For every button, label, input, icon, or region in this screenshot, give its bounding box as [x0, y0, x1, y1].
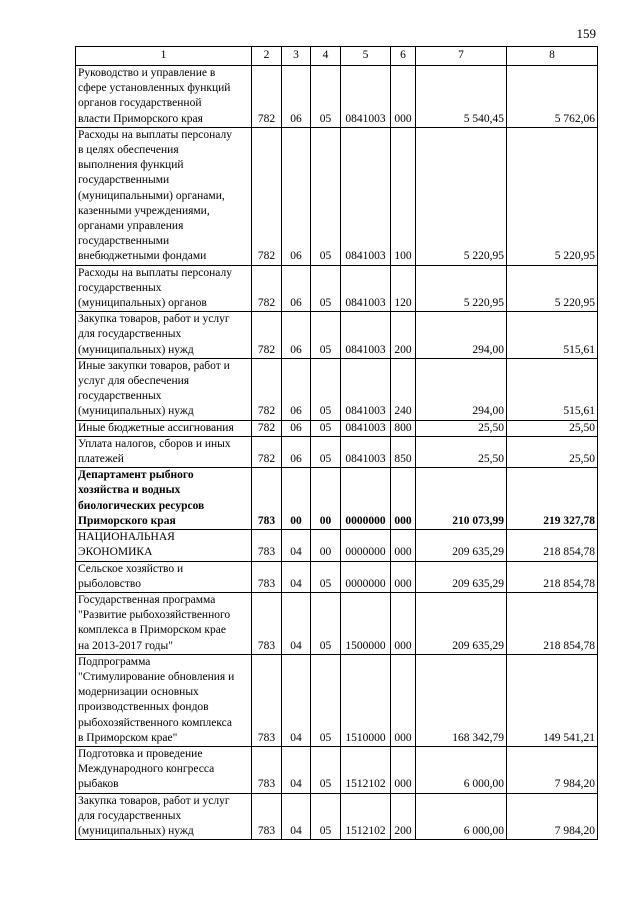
- expense-type-cell: 200: [391, 312, 416, 359]
- table-row: [76, 592, 598, 654]
- table-row: [76, 468, 598, 530]
- subsection-code-cell: 05: [311, 265, 341, 312]
- table-row: [76, 312, 598, 359]
- expense-type-cell: 000: [391, 592, 416, 654]
- ministry-code-cell: 782: [252, 66, 282, 128]
- row-name-cell: Расходы на выплаты персоналу в целях обеспечения выполнения функций государственными (муниципальными) органами, казенными учреждениями, органами управления государственными внебюджетными фондами: [76, 127, 252, 265]
- section-code-cell: 04: [282, 746, 311, 793]
- amount-col7-cell: 210 073,99: [416, 468, 507, 530]
- amount-col8-cell: 7 984,20: [507, 793, 598, 840]
- header-cell: 5: [341, 47, 391, 66]
- subsection-code-cell: 05: [311, 592, 341, 654]
- subsection-code-cell: 00: [311, 530, 341, 561]
- table-row: [76, 358, 598, 420]
- amount-col7-cell: 209 635,29: [416, 530, 507, 561]
- ministry-code-cell: 783: [252, 561, 282, 592]
- amount-col8-cell: 25,50: [507, 420, 598, 436]
- section-code-cell: 04: [282, 793, 311, 840]
- table-row: [76, 793, 598, 840]
- target-article-cell: 1510000: [341, 654, 391, 746]
- table-row: [76, 561, 598, 592]
- amount-col8-cell: 5 762,06: [507, 66, 598, 128]
- amount-col8-cell: 515,61: [507, 312, 598, 359]
- target-article-cell: 0841003: [341, 66, 391, 128]
- amount-col7-cell: 209 635,29: [416, 561, 507, 592]
- ministry-code-cell: 782: [252, 436, 282, 467]
- target-article-cell: 0000000: [341, 530, 391, 561]
- expense-type-cell: 000: [391, 746, 416, 793]
- expense-type-cell: 000: [391, 66, 416, 128]
- ministry-code-cell: 782: [252, 358, 282, 420]
- row-name-cell: Департамент рыбного хозяйства и водных биологических ресурсов Приморского края: [76, 468, 252, 530]
- ministry-code-cell: 783: [252, 530, 282, 561]
- amount-col8-cell: 5 220,95: [507, 127, 598, 265]
- ministry-code-cell: 783: [252, 468, 282, 530]
- target-article-cell: 0841003: [341, 436, 391, 467]
- row-name-cell: Сельское хозяйство и рыболовство: [76, 561, 252, 592]
- amount-col8-cell: 25,50: [507, 436, 598, 467]
- expense-type-cell: 800: [391, 420, 416, 436]
- expense-type-cell: 100: [391, 127, 416, 265]
- section-code-cell: 06: [282, 420, 311, 436]
- target-article-cell: 0841003: [341, 312, 391, 359]
- amount-col7-cell: 294,00: [416, 358, 507, 420]
- table-row: [76, 530, 598, 561]
- section-code-cell: 06: [282, 127, 311, 265]
- ministry-code-cell: 783: [252, 793, 282, 840]
- section-code-cell: 00: [282, 468, 311, 530]
- row-name-cell: Государственная программа "Развитие рыбохозяйственного комплекса в Приморском крае на 2013-2017 годы": [76, 592, 252, 654]
- header-cell: 1: [76, 47, 252, 66]
- table-row: [76, 746, 598, 793]
- row-name-cell: Иные бюджетные ассигнования: [76, 420, 252, 436]
- amount-col8-cell: 149 541,21: [507, 654, 598, 746]
- header-cell: 2: [252, 47, 282, 66]
- amount-col8-cell: 218 854,78: [507, 530, 598, 561]
- expense-type-cell: 200: [391, 793, 416, 840]
- subsection-code-cell: 05: [311, 746, 341, 793]
- subsection-code-cell: 05: [311, 436, 341, 467]
- target-article-cell: 1500000: [341, 592, 391, 654]
- row-name-cell: Руководство и управление в сфере установленных функций органов государственной власти Приморского края: [76, 66, 252, 128]
- expense-type-cell: 000: [391, 654, 416, 746]
- row-name-cell: Подпрограмма "Стимулирование обновления и модернизации основных производственных фондов рыбохозяйственного комплекса в Приморском крае": [76, 654, 252, 746]
- expense-type-cell: 000: [391, 468, 416, 530]
- subsection-code-cell: 05: [311, 127, 341, 265]
- ministry-code-cell: 782: [252, 312, 282, 359]
- amount-col7-cell: 5 540,45: [416, 66, 507, 128]
- header-row: [76, 47, 598, 66]
- header-cell: 6: [391, 47, 416, 66]
- amount-col8-cell: 218 854,78: [507, 592, 598, 654]
- amount-col7-cell: 294,00: [416, 312, 507, 359]
- budget-table: [75, 46, 598, 840]
- subsection-code-cell: 05: [311, 358, 341, 420]
- ministry-code-cell: 782: [252, 127, 282, 265]
- target-article-cell: 1512102: [341, 746, 391, 793]
- expense-type-cell: 000: [391, 561, 416, 592]
- target-article-cell: 0841003: [341, 265, 391, 312]
- amount-col8-cell: 515,61: [507, 358, 598, 420]
- expense-type-cell: 240: [391, 358, 416, 420]
- target-article-cell: 0841003: [341, 127, 391, 265]
- amount-col8-cell: 219 327,78: [507, 468, 598, 530]
- row-name-cell: Уплата налогов, сборов и иных платежей: [76, 436, 252, 467]
- page-number: 159: [576, 26, 596, 41]
- ministry-code-cell: 783: [252, 654, 282, 746]
- target-article-cell: 0000000: [341, 561, 391, 592]
- ministry-code-cell: 783: [252, 592, 282, 654]
- table-row: [76, 654, 598, 746]
- section-code-cell: 06: [282, 312, 311, 359]
- table-row: [76, 66, 598, 128]
- amount-col8-cell: 7 984,20: [507, 746, 598, 793]
- row-name-cell: Закупка товаров, работ и услуг для государственных (муниципальных) нужд: [76, 312, 252, 359]
- subsection-code-cell: 05: [311, 66, 341, 128]
- expense-type-cell: 000: [391, 530, 416, 561]
- row-name-cell: Иные закупки товаров, работ и услуг для обеспечения государственных (муниципальных) нужд: [76, 358, 252, 420]
- amount-col7-cell: 168 342,79: [416, 654, 507, 746]
- row-name-cell: Расходы на выплаты персоналу государственных (муниципальных) органов: [76, 265, 252, 312]
- subsection-code-cell: 05: [311, 654, 341, 746]
- header-cell: 8: [507, 47, 598, 66]
- table-row: [76, 436, 598, 467]
- amount-col7-cell: 6 000,00: [416, 793, 507, 840]
- amount-col8-cell: 5 220,95: [507, 265, 598, 312]
- ministry-code-cell: 782: [252, 265, 282, 312]
- ministry-code-cell: 782: [252, 420, 282, 436]
- header-cell: 7: [416, 47, 507, 66]
- row-name-cell: Закупка товаров, работ и услуг для государственных (муниципальных) нужд: [76, 793, 252, 840]
- table-row: [76, 420, 598, 436]
- ministry-code-cell: 783: [252, 746, 282, 793]
- amount-col7-cell: 5 220,95: [416, 127, 507, 265]
- expense-type-cell: 120: [391, 265, 416, 312]
- subsection-code-cell: 05: [311, 420, 341, 436]
- target-article-cell: 0000000: [341, 468, 391, 530]
- section-code-cell: 06: [282, 358, 311, 420]
- amount-col7-cell: 25,50: [416, 420, 507, 436]
- subsection-code-cell: 05: [311, 312, 341, 359]
- amount-col7-cell: 6 000,00: [416, 746, 507, 793]
- subsection-code-cell: 05: [311, 793, 341, 840]
- section-code-cell: 06: [282, 66, 311, 128]
- header-cell: 4: [311, 47, 341, 66]
- subsection-code-cell: 00: [311, 468, 341, 530]
- section-code-cell: 04: [282, 530, 311, 561]
- target-article-cell: 0841003: [341, 420, 391, 436]
- section-code-cell: 06: [282, 436, 311, 467]
- row-name-cell: Подготовка и проведение Международного конгресса рыбаков: [76, 746, 252, 793]
- amount-col7-cell: 25,50: [416, 436, 507, 467]
- amount-col7-cell: 209 635,29: [416, 592, 507, 654]
- section-code-cell: 04: [282, 654, 311, 746]
- table-row: [76, 127, 598, 265]
- section-code-cell: 06: [282, 265, 311, 312]
- section-code-cell: 04: [282, 592, 311, 654]
- amount-col8-cell: 218 854,78: [507, 561, 598, 592]
- subsection-code-cell: 05: [311, 561, 341, 592]
- row-name-cell: НАЦИОНАЛЬНАЯ ЭКОНОМИКА: [76, 530, 252, 561]
- header-cell: 3: [282, 47, 311, 66]
- target-article-cell: 1512102: [341, 793, 391, 840]
- amount-col7-cell: 5 220,95: [416, 265, 507, 312]
- section-code-cell: 04: [282, 561, 311, 592]
- expense-type-cell: 850: [391, 436, 416, 467]
- table-row: [76, 265, 598, 312]
- target-article-cell: 0841003: [341, 358, 391, 420]
